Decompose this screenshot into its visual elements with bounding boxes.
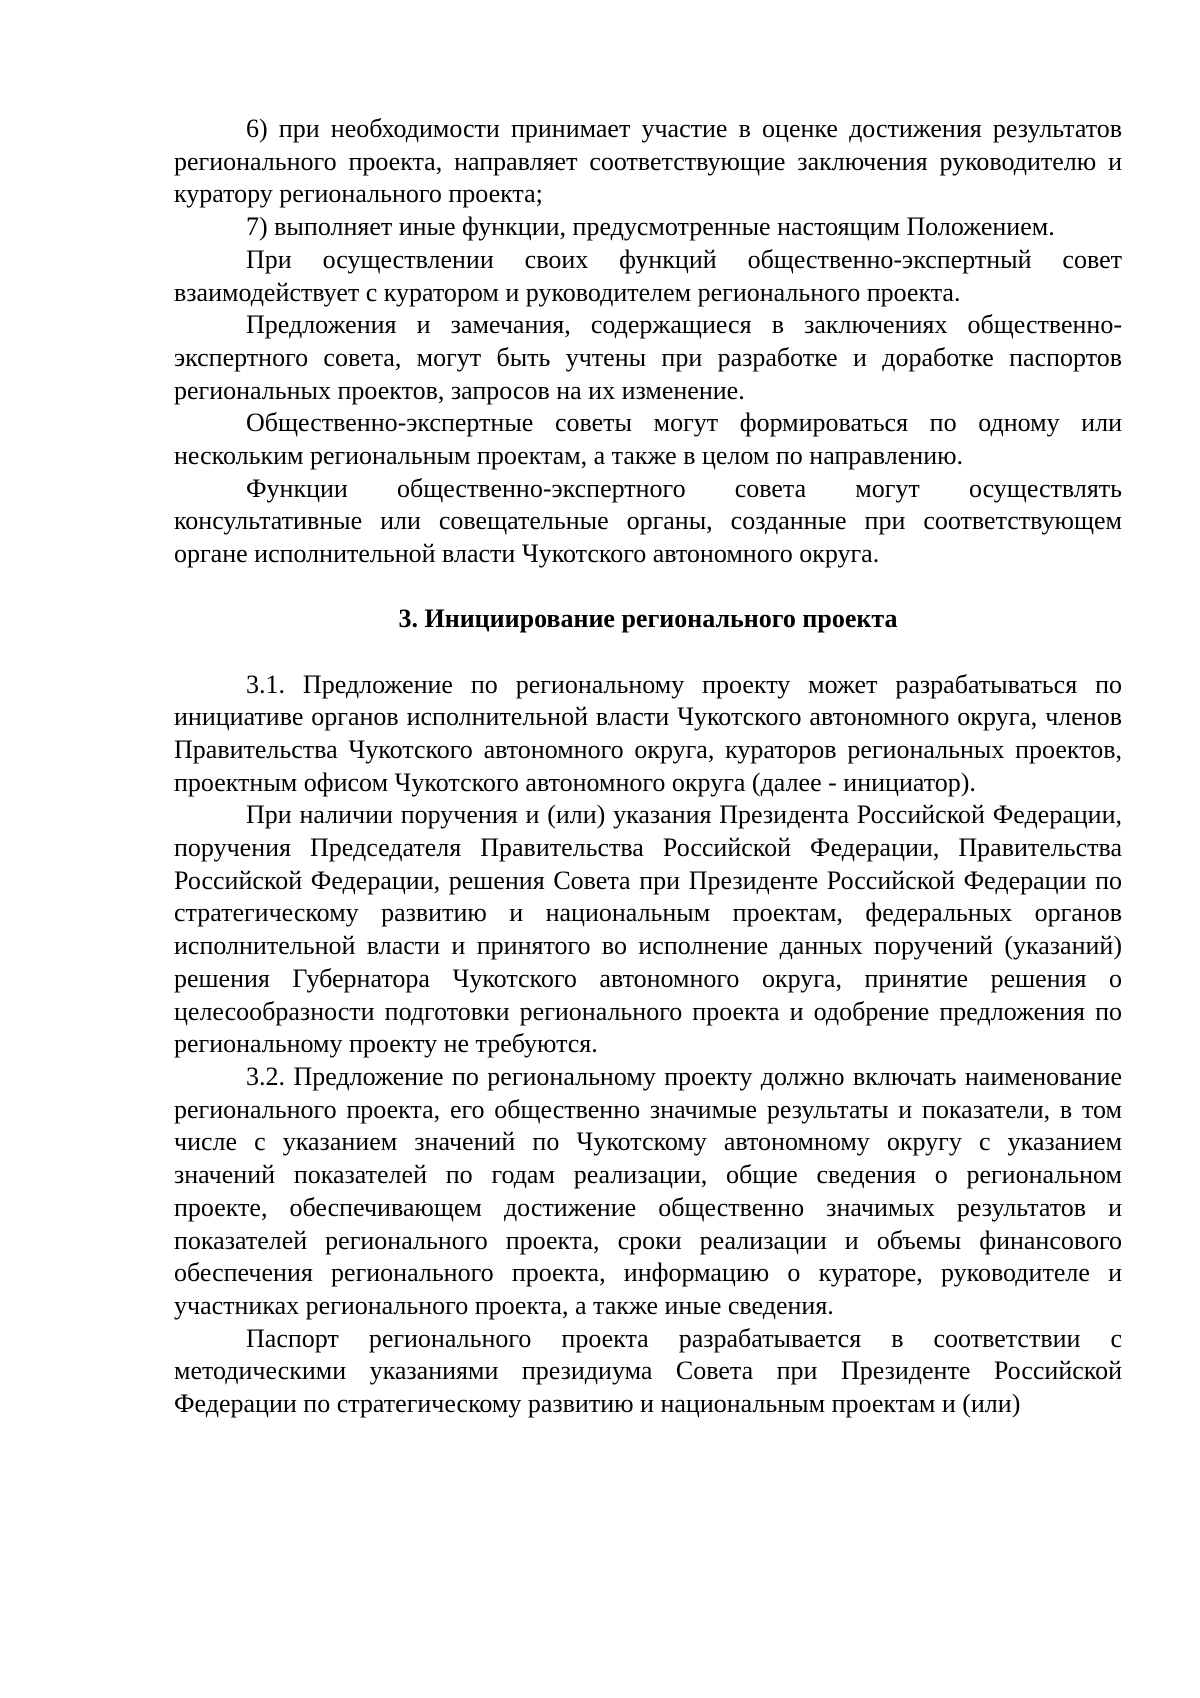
paragraph-councils-formation: Общественно-экспертные советы могут формироваться по одному или нескольким региональным проектам, а также в целом по направлению. [174, 408, 1122, 471]
paragraph-proposals: Предложения и замечания, содержащиеся в заключениях общественно-экспертного совета, могут быть учтены при разработке и доработке паспортов региональных проектов, запросов на их изменение. [174, 310, 1122, 405]
paragraph-instructions: При наличии поручения и (или) указания Президента Российской Федерации, поручения Председателя Правительства Российской Федерации, Правительства Российской Федерации, решения Совета при Президенте Российской Федерации по стратегическому развитию и национальным проектам, федеральных органов исполнительной власти и принятого во исполнение данных поручений (указаний) решения Губернатора Чукотского автономного округа, принятие решения о целесообразности подготовки регионального проекта и одобрение предложения по региональному проекту не требуются. [174, 800, 1122, 1059]
paragraph-passport: Паспорт регионального проекта разрабатывается в соответствии с методическими указаниями президиума Совета при Президенте Российской Федерации по стратегическому развитию и национальным проектам и (или) [174, 1323, 1122, 1419]
section-heading: 3. Инициирование регионального проекта [398, 603, 898, 633]
paragraph-council-functions: Функции общественно-экспертного совета могут осуществлять консультативные или совещательные органы, созданные при соответствующем органе исполнительной власти Чукотского автономного округа. [174, 473, 1122, 569]
spacer [174, 571, 1122, 603]
paragraph-3-1: 3.1. Предложение по региональному проекту может разрабатываться по инициативе органов исполнительной власти Чукотского автономного округа, членов Правительства Чукотского автономного округа, кураторов региональных проектов, проектным офисом Чукотского автономного округа (далее - инициатор). [174, 669, 1122, 797]
spacer [174, 636, 1122, 669]
paragraph-item-7: 7) выполняет иные функции, предусмотренные настоящим Положением. [246, 212, 1055, 242]
paragraph-item-6: 6) при необходимости принимает участие в оценке достижения результатов регионального проекта, направляет соответствующие заключения руководителю и куратору регионального проекта; [174, 114, 1122, 209]
paragraph-interaction: При осуществлении своих функций общественно-экспертный совет взаимодействует с куратором и руководителем регионального проекта. [174, 244, 1122, 307]
paragraph-3-2: 3.2. Предложение по региональному проекту должно включать наименование регионального проекта, его общественно значимые результаты и показатели, в том числе с указанием значений по Чукотскому автономному округу с указанием значений показателей по годам реализации, общие сведения о региональном проекте, обеспечивающем достижение общественно значимых результатов и показателей регионального проекта, сроки реализации и объемы финансового обеспечения регионального проекта, информацию о кураторе, руководителе и участниках регионального проекта, а также иные сведения. [174, 1061, 1122, 1320]
document-page [174, 113, 1122, 1421]
